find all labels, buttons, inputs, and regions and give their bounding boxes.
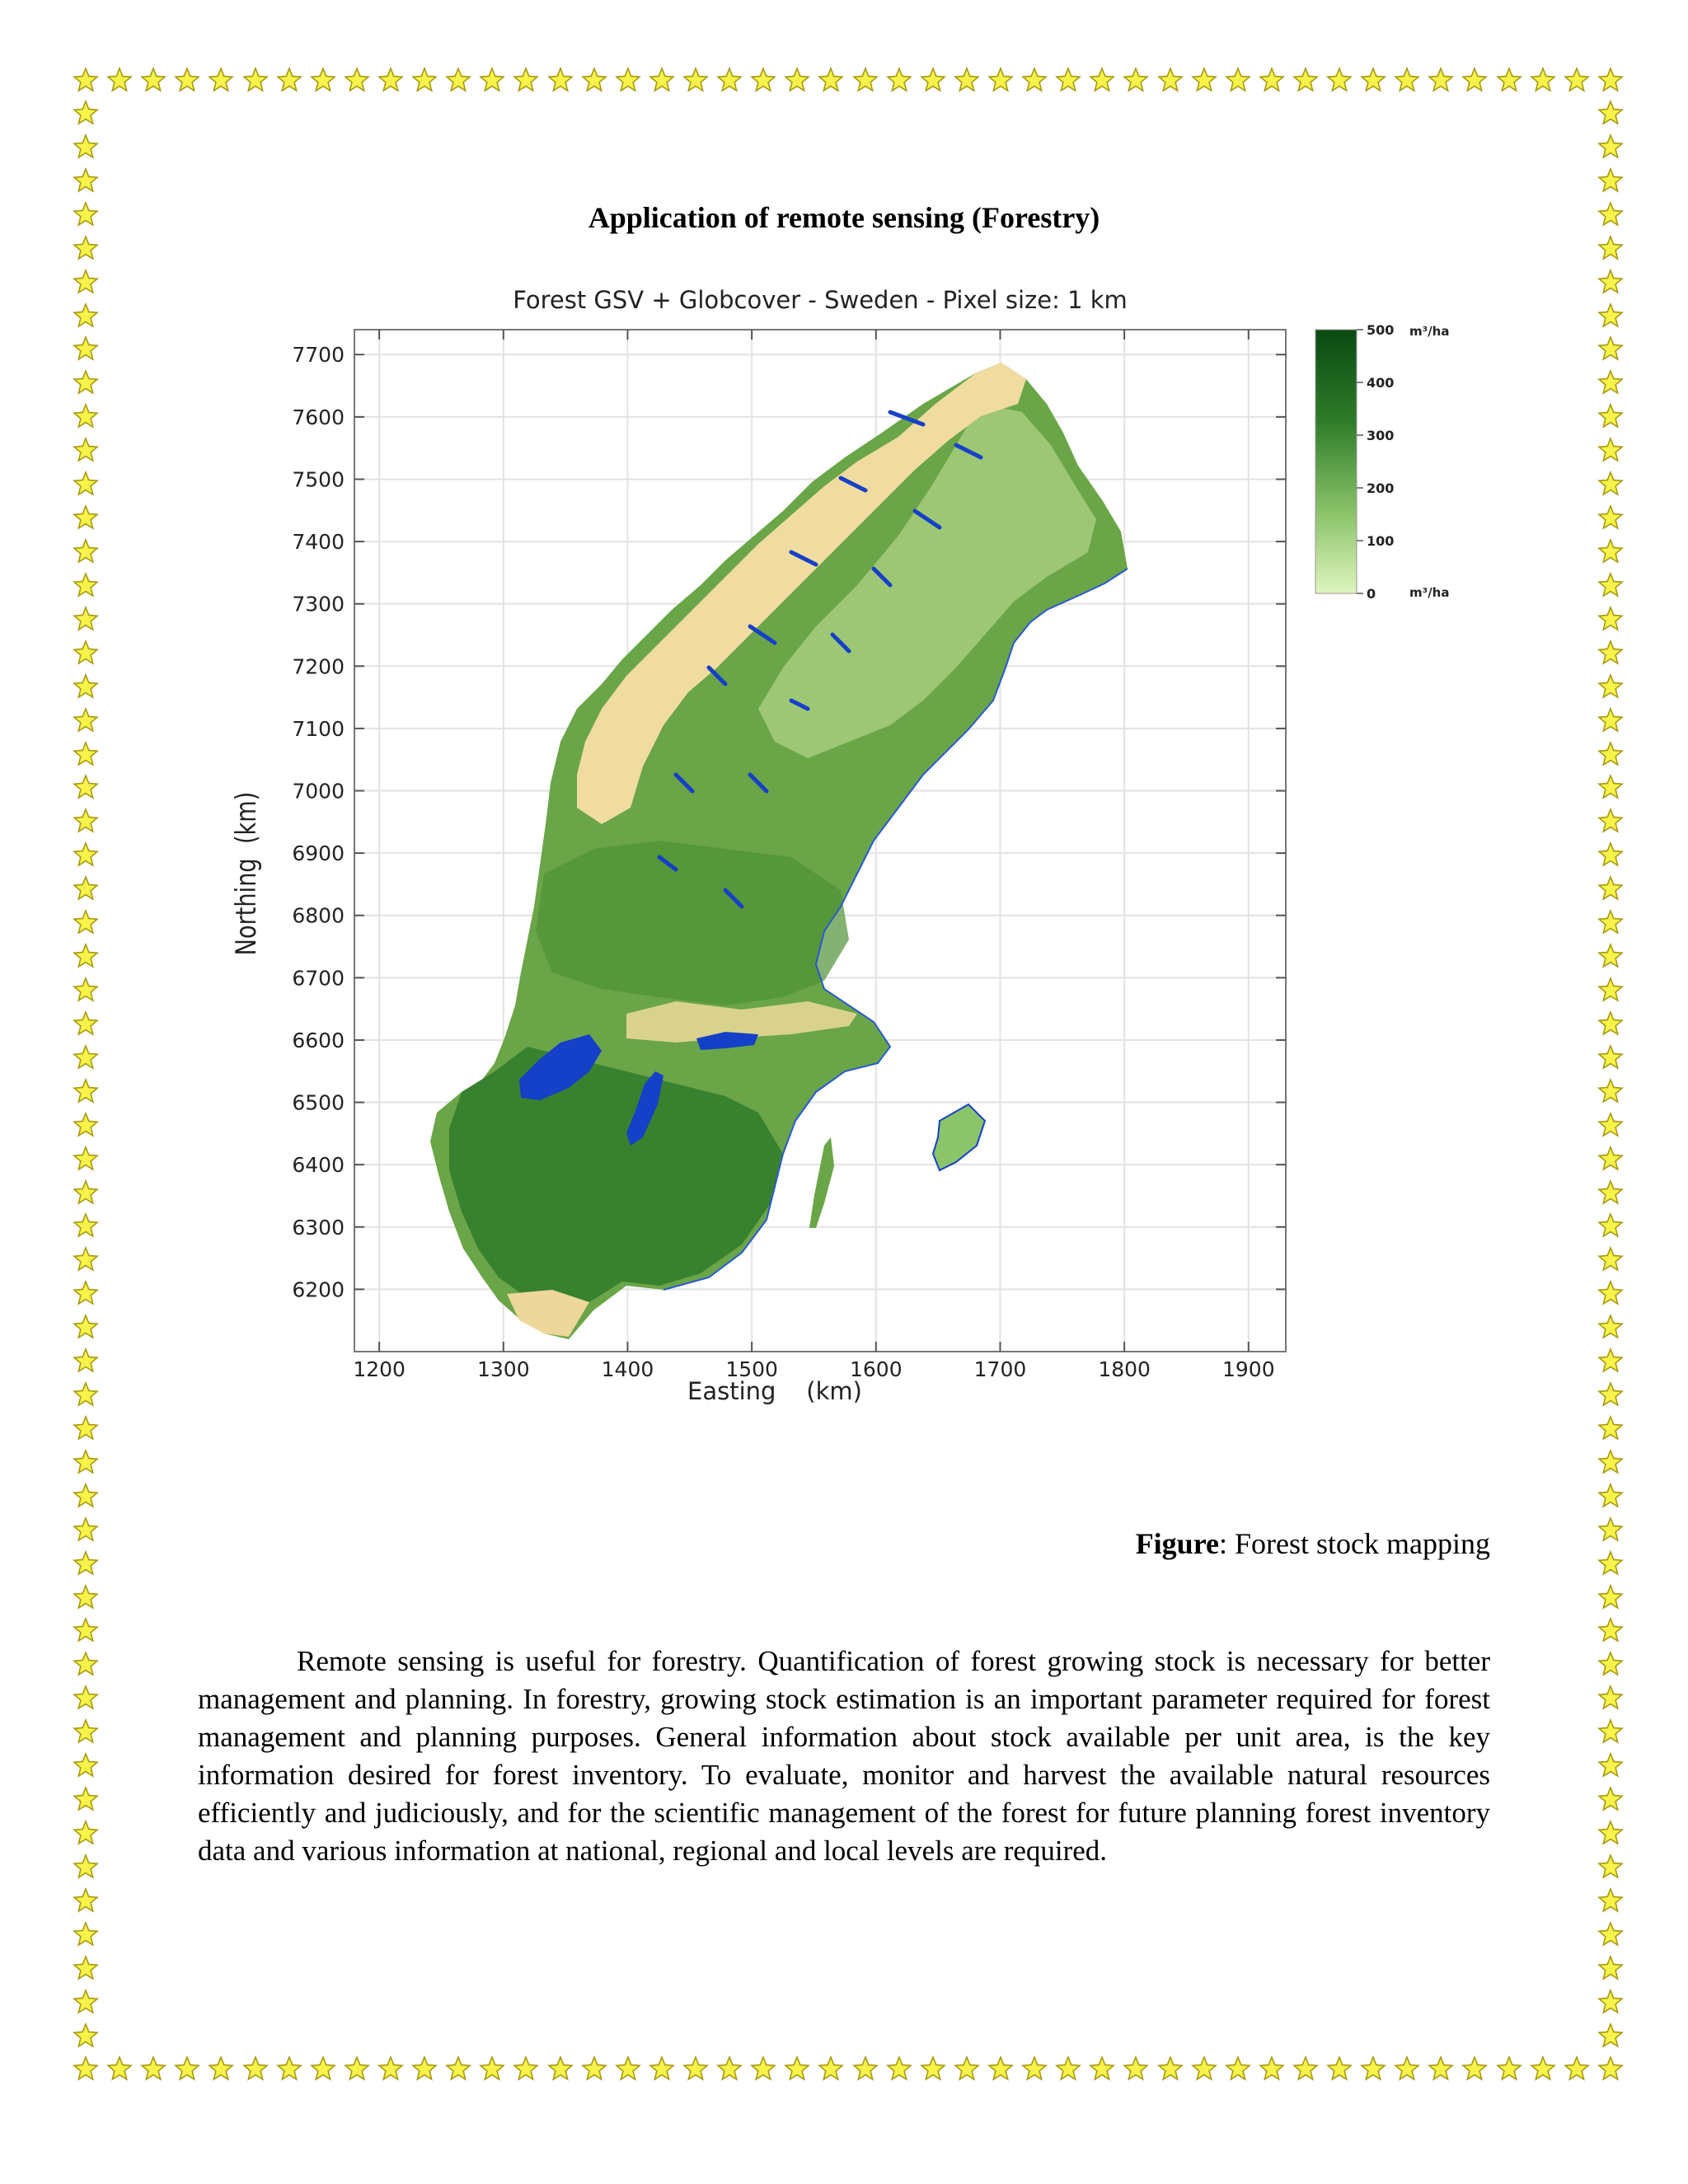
star-icon — [1597, 1044, 1624, 1071]
star-icon — [1597, 2055, 1624, 2082]
star-icon — [73, 335, 99, 362]
star-icon — [1597, 1381, 1624, 1408]
star-icon — [1292, 67, 1319, 93]
star-icon — [73, 100, 99, 126]
star-icon — [73, 673, 99, 700]
island-gotland — [933, 1104, 985, 1170]
colorbar-top-unit: m³/ha — [1409, 324, 1450, 339]
star-icon — [73, 1955, 99, 1981]
star-icon — [1597, 943, 1624, 969]
star-icon — [73, 1786, 99, 1812]
colorbar-tick-label: 400 — [1367, 375, 1395, 391]
y-tick-label: 7600 — [292, 405, 345, 429]
star-icon — [1597, 741, 1624, 767]
y-tick-label: 6600 — [292, 1028, 345, 1052]
star-icon — [1021, 67, 1048, 93]
star-icon — [73, 572, 99, 598]
star-icon — [1597, 1550, 1624, 1577]
star-icon — [547, 2055, 574, 2082]
star-icon — [73, 1617, 99, 1643]
star-icon — [479, 67, 505, 93]
star-icon — [1597, 1347, 1624, 1374]
star-icon — [208, 67, 234, 93]
star-icon — [1597, 403, 1624, 429]
star-icon — [1597, 1752, 1624, 1779]
star-icon — [1597, 977, 1624, 1003]
star-icon — [276, 67, 302, 93]
star-icon — [1089, 67, 1115, 93]
star-icon — [1597, 235, 1624, 261]
star-icon — [1597, 167, 1624, 194]
star-icon — [73, 437, 99, 463]
star-icon — [1597, 606, 1624, 632]
star-icon — [1496, 2055, 1522, 2082]
star-icon — [818, 2055, 844, 2082]
star-icon — [73, 1146, 99, 1172]
star-icon — [784, 67, 810, 93]
star-icon — [1597, 1617, 1624, 1643]
star-icon — [581, 67, 607, 93]
y-tick-label: 6900 — [292, 841, 345, 866]
star-icon — [1530, 67, 1556, 93]
sweden-gsv-raster — [430, 363, 1128, 1339]
star-icon — [513, 2055, 539, 2082]
star-icon — [852, 2055, 879, 2082]
colorbar-tick-label: 200 — [1367, 480, 1395, 496]
star-icon — [73, 1685, 99, 1711]
star-icon — [1225, 67, 1251, 93]
star-icon — [987, 67, 1014, 93]
star-icon — [73, 302, 99, 329]
star-icon — [615, 67, 641, 93]
star-icon — [1157, 67, 1184, 93]
star-icon — [377, 2055, 404, 2082]
star-icon — [73, 471, 99, 497]
star-icon — [73, 909, 99, 935]
y-tick-label: 6300 — [292, 1215, 345, 1240]
star-icon — [1597, 67, 1624, 93]
star-icon — [1597, 1989, 1624, 2015]
star-icon — [1597, 1415, 1624, 1441]
caption-text: : Forest stock mapping — [1219, 1527, 1490, 1560]
star-icon — [1597, 1887, 1624, 1914]
x-tick-label: 1800 — [1098, 1357, 1151, 1381]
star-icon — [73, 2022, 99, 2049]
y-tick-label: 7000 — [292, 779, 345, 804]
star-icon — [73, 774, 99, 800]
star-icon — [852, 67, 879, 93]
star-border-top — [73, 67, 1624, 93]
star-icon — [73, 504, 99, 531]
star-icon — [1021, 2055, 1048, 2082]
colorbar-tick-labels — [1357, 322, 1394, 602]
star-icon — [242, 2055, 269, 2082]
star-icon — [73, 808, 99, 834]
star-icon — [1597, 1010, 1624, 1037]
y-tick-label: 6800 — [292, 903, 345, 928]
star-icon — [1597, 707, 1624, 733]
star-icon — [1597, 437, 1624, 463]
colorbar-bottom-unit: m³/ha — [1409, 585, 1450, 600]
star-icon — [73, 1179, 99, 1206]
colorbar-tick-label: 500 — [1367, 322, 1395, 338]
star-icon — [73, 167, 99, 194]
star-icon — [344, 2055, 370, 2082]
star-icon — [1360, 2055, 1386, 2082]
star-icon — [106, 67, 133, 93]
star-icon — [73, 1854, 99, 1880]
y-tick-label: 6400 — [292, 1153, 345, 1178]
star-icon — [1530, 2055, 1556, 2082]
star-icon — [1326, 67, 1353, 93]
star-icon — [73, 1887, 99, 1914]
star-icon — [377, 67, 404, 93]
star-icon — [649, 2055, 675, 2082]
colorbar-tick-label: 100 — [1367, 533, 1395, 549]
star-icon — [242, 67, 269, 93]
y-tick-label: 6200 — [292, 1277, 345, 1302]
star-icon — [174, 2055, 200, 2082]
star-icon — [1597, 841, 1624, 868]
star-icon — [1597, 1483, 1624, 1509]
star-icon — [1597, 538, 1624, 565]
star-icon — [1597, 1280, 1624, 1306]
star-icon — [1597, 572, 1624, 598]
star-icon — [1496, 67, 1522, 93]
star-icon — [1597, 100, 1624, 126]
star-icon — [1597, 335, 1624, 362]
star-icon — [310, 2055, 336, 2082]
star-icon — [73, 1246, 99, 1272]
y-tick-label: 7700 — [292, 343, 345, 368]
star-icon — [73, 1314, 99, 1340]
y-tick-label: 7500 — [292, 467, 345, 492]
x-tick-label: 1600 — [849, 1357, 903, 1381]
star-icon — [73, 1483, 99, 1509]
star-icon — [73, 1010, 99, 1037]
star-icon — [1597, 471, 1624, 497]
star-icon — [1597, 774, 1624, 800]
star-icon — [1597, 1146, 1624, 1172]
star-icon — [73, 1449, 99, 1475]
star-icon — [106, 2055, 133, 2082]
star-icon — [1597, 504, 1624, 531]
star-icon — [73, 977, 99, 1003]
star-icon — [750, 67, 776, 93]
chart-title: Forest GSV + Globcover - Sweden - Pixel size: 1 km — [513, 286, 1128, 314]
forest-gsv-map-chart — [214, 280, 1484, 1418]
star-icon — [208, 2055, 234, 2082]
star-icon — [1191, 2055, 1217, 2082]
star-icon — [1292, 2055, 1319, 2082]
star-icon — [1597, 134, 1624, 160]
colorbar-tick-label: 300 — [1367, 428, 1395, 443]
star-icon — [411, 67, 438, 93]
x-axis-label: Easting (km) — [687, 1377, 862, 1405]
star-icon — [1597, 1718, 1624, 1745]
star-icon — [140, 67, 166, 93]
star-icon — [73, 1820, 99, 1846]
star-icon — [344, 67, 370, 93]
document-title: Application of remote sensing (Forestry) — [588, 201, 1100, 234]
star-icon — [73, 2055, 99, 2082]
star-icon — [682, 67, 709, 93]
star-icon — [1597, 2022, 1624, 2049]
colorbar-tick-label: 0 — [1367, 586, 1376, 602]
star-icon — [73, 235, 99, 261]
y-tick-label: 6500 — [292, 1090, 345, 1115]
star-icon — [73, 1718, 99, 1745]
star-icon — [73, 1516, 99, 1543]
x-tick-label: 1900 — [1221, 1357, 1275, 1381]
star-icon — [581, 2055, 607, 2082]
star-icon — [73, 1752, 99, 1779]
star-icon — [1564, 67, 1590, 93]
star-border-right — [1597, 100, 1624, 2049]
star-icon — [73, 1212, 99, 1239]
star-icon — [1597, 1955, 1624, 1981]
star-icon — [73, 707, 99, 733]
star-icon — [73, 1550, 99, 1577]
star-icon — [1461, 67, 1488, 93]
star-icon — [1597, 1449, 1624, 1475]
star-icon — [954, 67, 980, 93]
star-icon — [1394, 67, 1420, 93]
star-icon — [73, 1651, 99, 1677]
star-icon — [886, 67, 912, 93]
star-icon — [73, 1989, 99, 2015]
star-icon — [513, 67, 539, 93]
star-icon — [1428, 67, 1454, 93]
x-tick-label: 1200 — [353, 1357, 406, 1381]
star-icon — [920, 2055, 946, 2082]
star-icon — [682, 2055, 709, 2082]
star-icon — [1597, 1179, 1624, 1206]
star-icon — [1597, 1584, 1624, 1610]
star-icon — [73, 538, 99, 565]
star-icon — [73, 134, 99, 160]
colorbar — [1315, 330, 1357, 593]
star-icon — [1597, 673, 1624, 700]
star-icon — [1326, 2055, 1353, 2082]
star-icon — [1597, 1651, 1624, 1677]
y-tick-label: 7300 — [292, 592, 345, 616]
star-icon — [649, 67, 675, 93]
star-icon — [1597, 1820, 1624, 1846]
star-icon — [1597, 302, 1624, 329]
star-icon — [1394, 2055, 1420, 2082]
star-icon — [1597, 1921, 1624, 1947]
star-icon — [73, 640, 99, 666]
star-icon — [1597, 369, 1624, 396]
star-icon — [174, 67, 200, 93]
star-icon — [445, 2055, 471, 2082]
star-icon — [1225, 2055, 1251, 2082]
x-tick-label: 1400 — [601, 1357, 654, 1381]
star-icon — [73, 67, 99, 93]
island-oland — [809, 1137, 834, 1228]
star-icon — [547, 67, 574, 93]
star-icon — [445, 67, 471, 93]
star-border-left — [73, 100, 99, 2049]
star-icon — [716, 2055, 743, 2082]
star-icon — [886, 2055, 912, 2082]
star-icon — [73, 1381, 99, 1408]
star-icon — [310, 67, 336, 93]
star-icon — [1360, 67, 1386, 93]
star-icon — [784, 2055, 810, 2082]
y-tick-label: 7400 — [292, 530, 345, 555]
star-icon — [1089, 2055, 1115, 2082]
star-icon — [73, 1044, 99, 1071]
star-icon — [1597, 1212, 1624, 1239]
star-icon — [1055, 2055, 1081, 2082]
star-icon — [1564, 2055, 1590, 2082]
star-icon — [1597, 1516, 1624, 1543]
y-axis-label: Northing (km) — [230, 791, 263, 956]
star-icon — [1055, 67, 1081, 93]
star-icon — [73, 1112, 99, 1138]
figure-caption — [1136, 1526, 1490, 1561]
star-border-bottom — [73, 2055, 1624, 2082]
star-icon — [1461, 2055, 1488, 2082]
x-tick-label: 1500 — [725, 1357, 778, 1381]
star-icon — [1597, 1112, 1624, 1138]
star-icon — [73, 1415, 99, 1441]
star-icon — [954, 2055, 980, 2082]
star-icon — [1597, 1685, 1624, 1711]
star-icon — [73, 1280, 99, 1306]
y-tick-label: 7100 — [292, 716, 345, 741]
star-icon — [615, 2055, 641, 2082]
star-icon — [1597, 808, 1624, 834]
x-tick-label: 1300 — [476, 1357, 530, 1381]
star-icon — [1597, 640, 1624, 666]
star-icon — [1123, 67, 1149, 93]
star-icon — [73, 1584, 99, 1610]
star-icon — [479, 2055, 505, 2082]
x-tick-label: 1700 — [973, 1357, 1027, 1381]
star-icon — [73, 1347, 99, 1374]
star-icon — [73, 369, 99, 396]
star-icon — [716, 67, 743, 93]
star-icon — [1597, 875, 1624, 902]
star-icon — [73, 741, 99, 767]
star-icon — [1597, 1786, 1624, 1812]
star-icon — [276, 2055, 302, 2082]
star-icon — [1428, 2055, 1454, 2082]
star-icon — [818, 67, 844, 93]
star-icon — [1597, 1078, 1624, 1104]
star-icon — [1597, 1854, 1624, 1880]
body-paragraph: Remote sensing is useful for forestry. Quantification of forest growing stock is necessary for better management and planning. In forestry, growing stock estimation is an important parameter required for forest management and planning purposes. General information about stock available per unit area, is the key information desired for forest inventory. To evaluate, monitor and harvest the available natural resources efficiently and judiciously, and for the scientific management of the forest for future planning forest inventory data and various information at national, regional and local levels are required. — [198, 1645, 1490, 1867]
star-icon — [73, 403, 99, 429]
star-icon — [73, 841, 99, 868]
star-icon — [987, 2055, 1014, 2082]
star-icon — [73, 269, 99, 295]
caption-label: Figure — [1135, 1527, 1220, 1560]
star-icon — [1157, 2055, 1184, 2082]
star-icon — [920, 67, 946, 93]
star-icon — [140, 2055, 166, 2082]
star-icon — [1123, 2055, 1149, 2082]
forest-stock-figure — [214, 280, 1484, 1418]
star-icon — [1597, 269, 1624, 295]
star-icon — [1597, 909, 1624, 935]
star-icon — [73, 1921, 99, 1947]
star-icon — [1597, 1314, 1624, 1340]
y-tick-label: 7200 — [292, 654, 345, 679]
star-icon — [1259, 67, 1285, 93]
star-icon — [73, 606, 99, 632]
star-icon — [1597, 1246, 1624, 1272]
y-tick-label: 6700 — [292, 966, 345, 991]
star-icon — [73, 875, 99, 902]
star-icon — [73, 1078, 99, 1104]
star-icon — [411, 2055, 438, 2082]
star-icon — [73, 943, 99, 969]
star-icon — [1259, 2055, 1285, 2082]
central-forest — [536, 841, 849, 1005]
star-icon — [1191, 67, 1217, 93]
star-icon — [750, 2055, 776, 2082]
